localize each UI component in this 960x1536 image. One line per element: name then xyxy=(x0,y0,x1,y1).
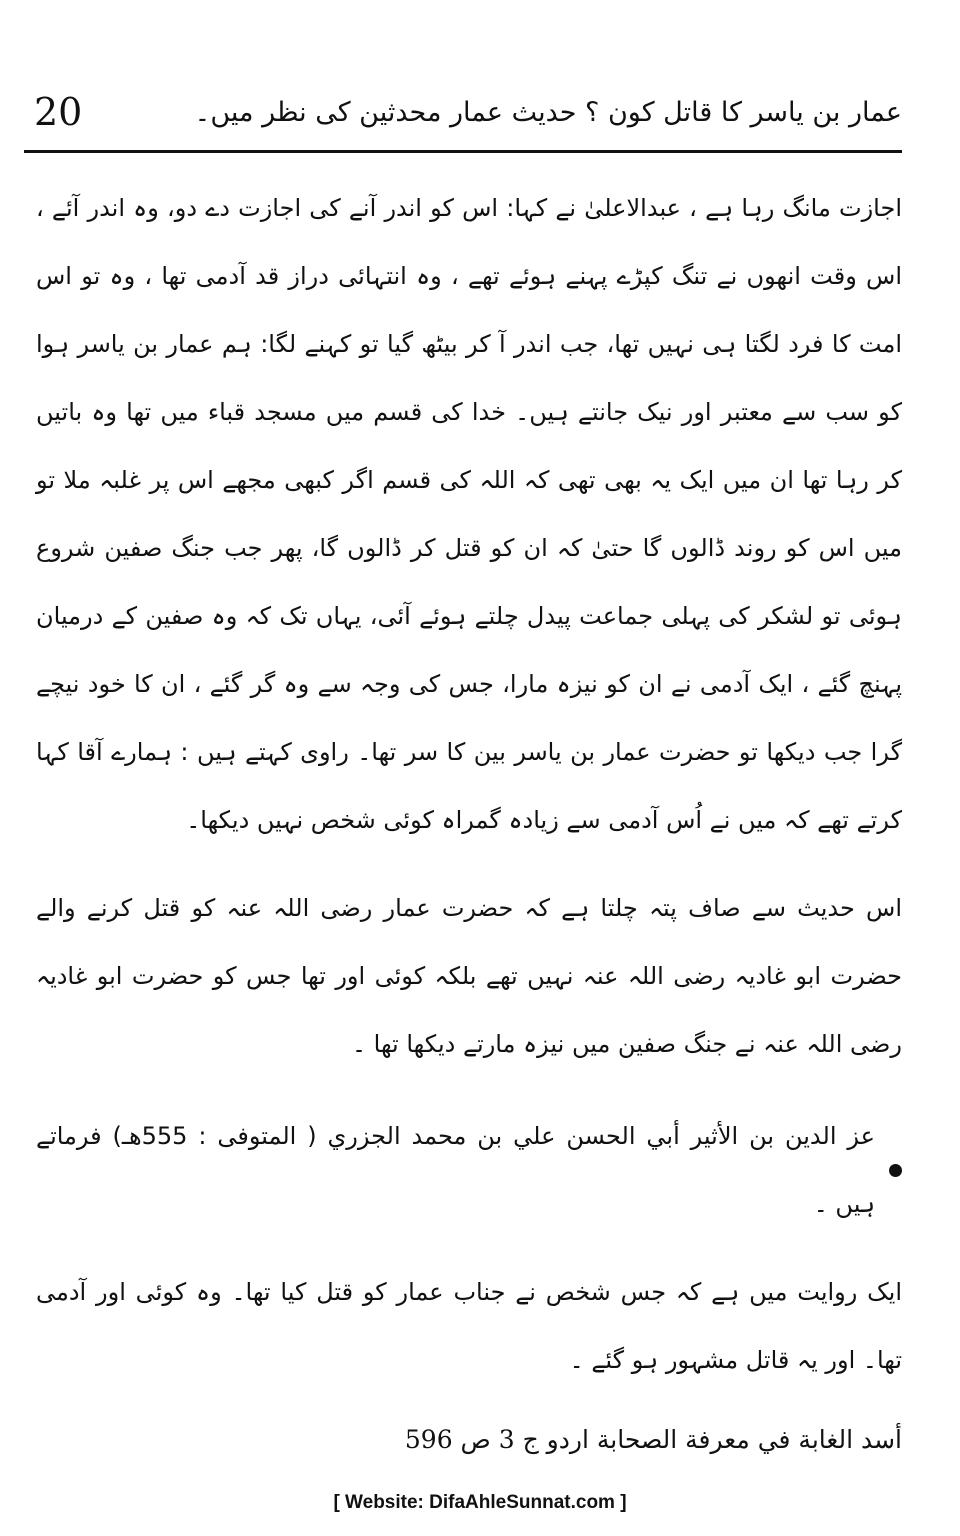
running-title: عمار بن یاسر کا قاتل کون ؟ حدیث عمار محدثین کی نظر میں۔ xyxy=(194,97,902,128)
website-footer: [ Website: DifaAhleSunnat.com ] xyxy=(333,1492,627,1513)
bullet-citation xyxy=(36,1102,902,1238)
source-reference: أسد الغابة في معرفة الصحابة اردو ج 3 ص 596 xyxy=(404,1425,902,1454)
paragraph-closing: ایک روایت میں ہے کہ جس شخص نے جناب عمار کو قتل کیا تھا۔ وہ کوئی اور آدمی تھا۔ اور یہ قاتل مشہور ہو گئے ۔ xyxy=(36,1278,902,1374)
paragraph-conclusion: اس حدیث سے صاف پتہ چلتا ہے کہ حضرت عمار رضی اللہ عنہ کو قتل کرنے والے حضرت ابو غادیہ رضی اللہ عنہ نہیں تھے بلکہ کوئی اور تھا جس کو حضرت ابو غادیہ رضی اللہ عنہ نے جنگ صفین میں نیزہ مارتے دیکھا تھا ۔ xyxy=(36,894,902,1058)
header-rule xyxy=(24,150,902,153)
paragraph-narration: اجازت مانگ رہا ہے ، عبدالاعلیٰ نے کہا: اس کو اندر آنے کی اجازت دے دو، وہ اندر آئے ، اس وقت انھوں نے تنگ کپڑے پہنے ہوئے تھے ، وہ انتہائی دراز قد آدمی تھا ، وہ تو اس امت کا فرد لگتا ہی نہیں تھا، جب اندر آ کر بیٹھ گیا تو کہنے لگا: ہم عمار بن یاسر ہوا کو سب سے معتبر اور نیک جانتے ہیں۔ خدا کی قسم میں مسجد قباء میں تھا وہ باتیں کر رہا تھا ان میں ایک یہ بھی تھی کہ اللہ کی قسم اگر کبھی مجھے اس پر غلبہ ملا تو میں اس کو روند ڈالوں گا حتیٰ کہ ان کو قتل کر ڈالوں گا، پھر جب جنگ صفین شروع ہوئی تو لشکر کی پہلی جماعت پیدل چلتے ہوئے آئی، یہاں تک کہ وہ صفین کے درمیان پہنچ گئے ، ایک آدمی نے ان کو نیزہ مارا، جس کی وجہ سے وہ گر گئے ، ان کا خود نیچے گرا جب دیکھا تو حضرت عمار بن یاسر بین کا سر تھا۔ راوی کہتے ہیں : ہمارے آقا کہا کرتے تھے کہ میں نے اُس آدمی سے زیادہ گمراہ کوئی شخص نہیں دیکھا۔ xyxy=(36,194,902,834)
bullet-dot-icon xyxy=(889,1164,902,1177)
bullet-text: عز الدين بن الأثير أبي الحسن علي بن محمد الجزري ( المتوفى : 555هـ) فرماتے ہیں ۔ xyxy=(36,1122,875,1218)
page-number: 20 xyxy=(34,90,83,134)
body-text xyxy=(36,174,902,1394)
page-header xyxy=(24,84,902,146)
